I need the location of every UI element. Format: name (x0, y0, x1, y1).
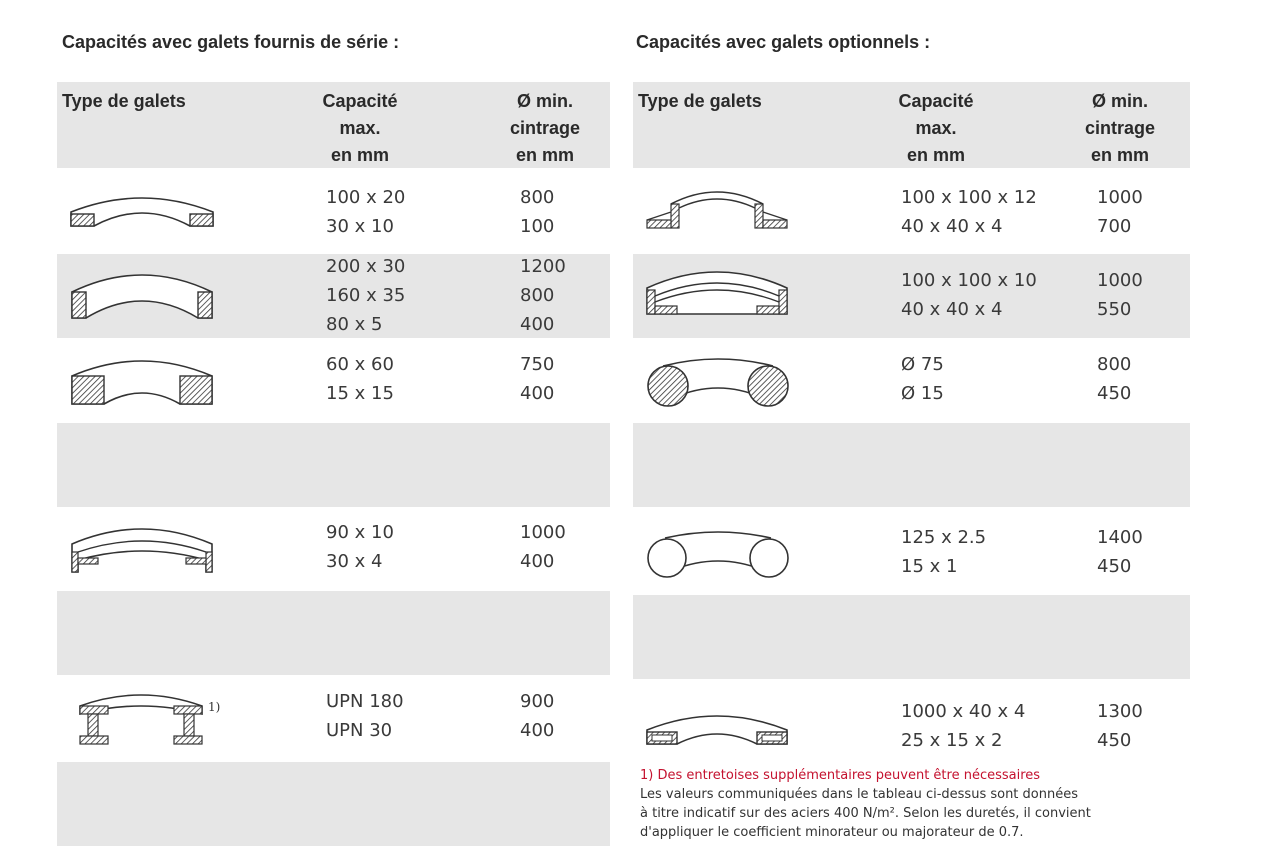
flat-bar-icon (68, 190, 216, 232)
left-row-band (57, 762, 610, 846)
right-row-7-diameter: 1300 450 (1097, 701, 1143, 751)
square-bar-icon (68, 352, 216, 412)
left-header-type: Type de galets (62, 91, 186, 111)
left-row-2-diameter: 1200 800 400 (520, 256, 566, 335)
right-row-3-capacity: Ø 75 Ø 15 (901, 354, 944, 404)
left-header-capacity: Capacité max. en mm (322, 91, 398, 165)
angle-outside-icon (643, 182, 791, 234)
tube-icon (643, 530, 793, 582)
right-row-7-capacity: 1000 x 40 x 4 25 x 15 x 2 (901, 701, 1026, 751)
angle-flange-icon (643, 262, 791, 322)
right-row-1-capacity: 100 x 100 x 12 40 x 40 x 4 (901, 187, 1037, 237)
left-row-1-diameter: 800 100 (520, 187, 555, 237)
note-line: d'appliquer le coefficient minorateur ou majorateur de 0.7. (640, 825, 1024, 840)
left-row-7-capacity: UPN 180 UPN 30 (326, 691, 404, 741)
left-row-1-capacity: 100 x 20 30 x 10 (326, 187, 406, 237)
left-row-band (57, 591, 610, 675)
right-row-5-diameter: 1400 450 (1097, 527, 1143, 577)
footnote-reference: 1) (208, 700, 221, 714)
right-row-2-capacity: 100 x 100 x 10 40 x 40 x 4 (901, 270, 1037, 320)
tall-flat-bar-icon (68, 264, 216, 324)
left-row-band (57, 423, 610, 507)
left-row-7-diameter: 900 400 (520, 691, 555, 741)
right-header-type: Type de galets (638, 91, 762, 111)
right-row-5-capacity: 125 x 2.5 15 x 1 (901, 527, 987, 577)
right-row-1-diameter: 1000 700 (1097, 187, 1143, 237)
rect-tube-icon (643, 708, 791, 750)
left-row-3-diameter: 750 400 (520, 354, 555, 404)
left-row-3-capacity: 60 x 60 15 x 15 (326, 354, 394, 404)
left-row-2-capacity: 200 x 30 160 x 35 80 x 5 (326, 256, 406, 335)
right-row-band (633, 423, 1190, 507)
upn-beam-icon (76, 690, 206, 750)
right-row-3-diameter: 800 450 (1097, 354, 1132, 404)
left-row-5-diameter: 1000 400 (520, 522, 566, 572)
round-bar-icon (643, 356, 793, 412)
left-header-diameter: Ø min. cintrage en mm (509, 91, 581, 165)
right-row-2-diameter: 1000 550 (1097, 270, 1143, 320)
left-section-title: Capacités avec galets fournis de série : (62, 32, 400, 52)
angle-inside-icon (68, 522, 216, 578)
left-row-5-capacity: 90 x 10 30 x 4 (326, 522, 394, 572)
right-header-diameter: Ø min. cintrage en mm (1084, 91, 1156, 165)
right-header-capacity: Capacité max. en mm (898, 91, 974, 165)
notes (640, 766, 1240, 842)
right-row-band (633, 595, 1190, 679)
note-line: Les valeurs communiquées dans le tableau ci-dessus sont données (640, 787, 1078, 802)
footnote-text: 1) Des entretoises supplémentaires peuvent être nécessaires (640, 768, 1041, 783)
right-section-title: Capacités avec galets optionnels : (636, 32, 931, 52)
note-line: à titre indicatif sur des aciers 400 N/m². Selon les duretés, il convient (640, 806, 1091, 821)
